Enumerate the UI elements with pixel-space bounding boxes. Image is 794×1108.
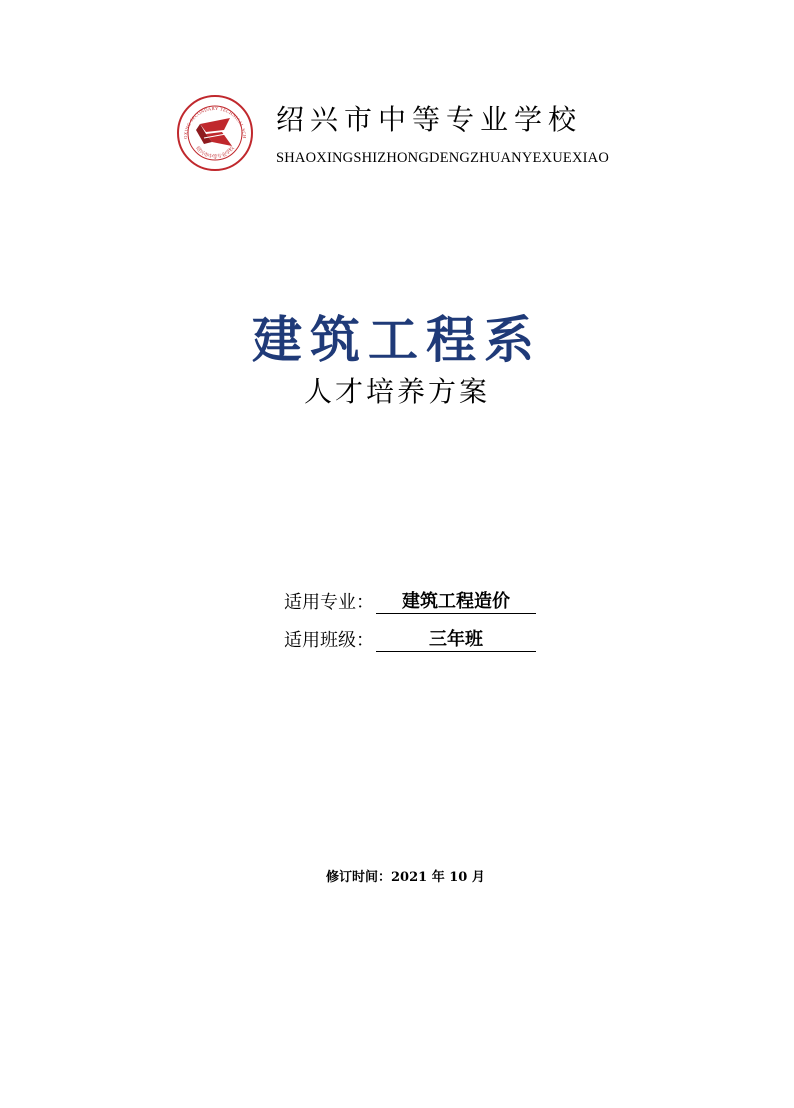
school-name: 绍兴市中等专业学校 (276, 103, 583, 136)
department-title: 建筑工程系 (252, 310, 542, 369)
field-value-major: 建筑工程造价 (376, 591, 536, 614)
field-label-class: 适用班级： (284, 630, 374, 651)
revision-date: 修订时间：2021 年 10 月 (326, 870, 485, 885)
field-row-class (284, 626, 536, 652)
svg-text:绍兴市中等专业学校: 绍兴市中等专业学校 (194, 145, 236, 161)
field-value-class: 三年班 (376, 629, 536, 652)
school-logo (176, 94, 254, 172)
plan-title: 人才培养方案 (303, 375, 490, 408)
school-name-pinyin: SHAOXINGSHIZHONGDENGZHUANYEXUEXIAO (276, 150, 610, 166)
field-row-major (284, 588, 536, 614)
svg-text:SHAOXING SECONDARY TECHNICAL S: OXING SECONDARY TECHNICAL SCH (182, 105, 248, 140)
field-label-major: 适用专业： (284, 592, 374, 613)
